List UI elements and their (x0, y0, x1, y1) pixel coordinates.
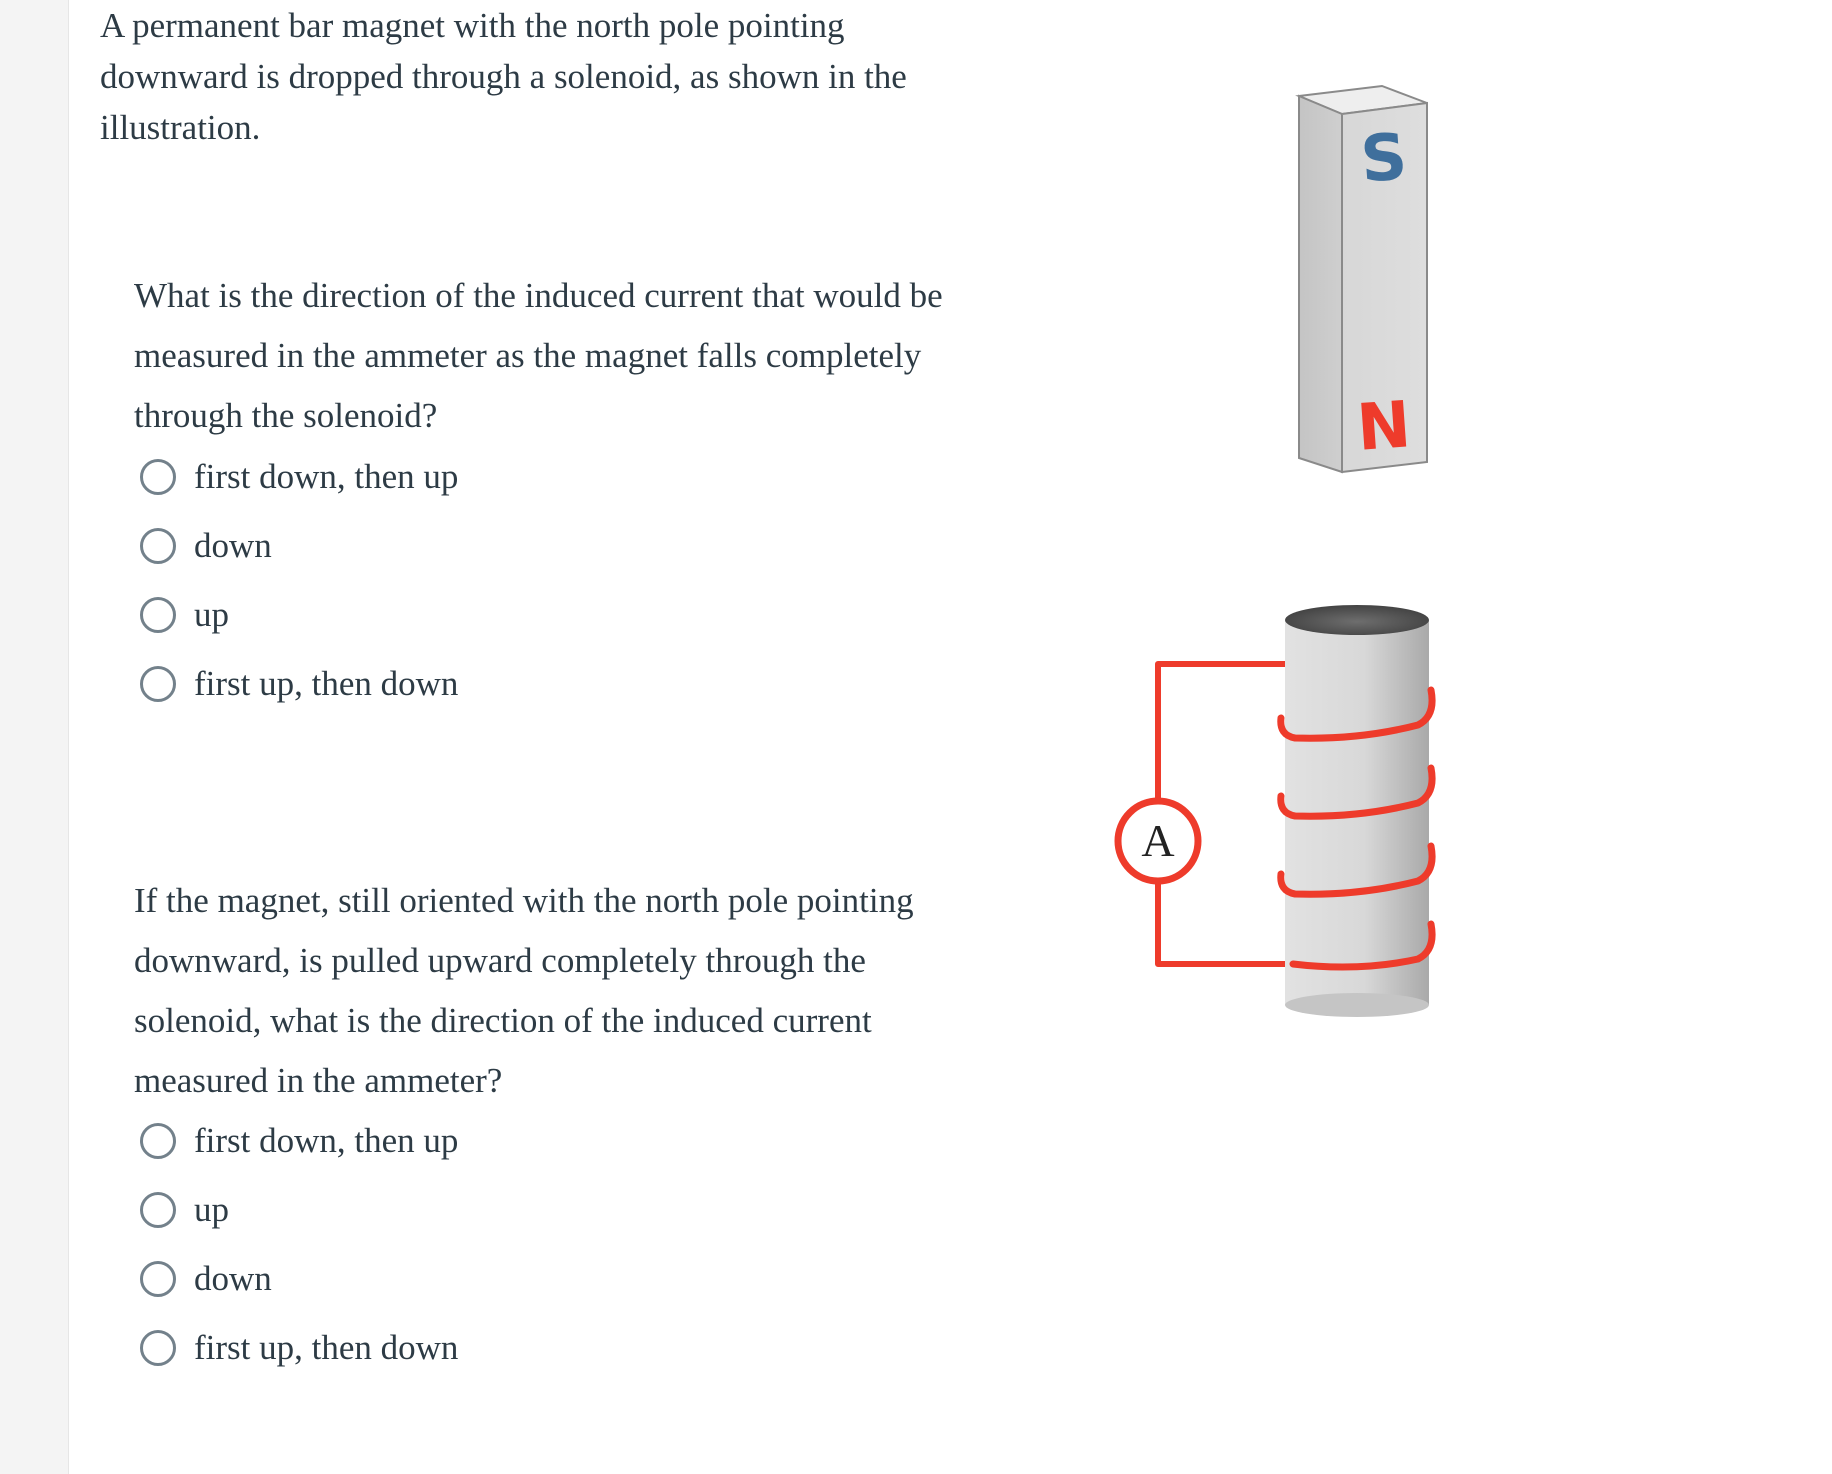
left-gutter (0, 0, 69, 1474)
option-label: first down, then up (194, 456, 459, 496)
ammeter-label: A (1141, 815, 1175, 866)
question-2-options (140, 1106, 458, 1382)
radio-button[interactable] (140, 597, 176, 633)
magnet-north-label: N (1354, 388, 1414, 466)
radio-button[interactable] (140, 1261, 176, 1297)
option-label: first up, then down (194, 663, 459, 703)
question-1-option-1[interactable] (140, 442, 458, 511)
option-label: first down, then up (194, 1120, 459, 1160)
question-1-prompt: What is the direction of the induced current that would be measured in the ammeter as the magnet falls completely through the solenoid? (134, 276, 943, 435)
radio-button[interactable] (140, 1123, 176, 1159)
radio-button[interactable] (140, 459, 176, 495)
question-1-option-3[interactable] (140, 580, 458, 649)
question-1-option-4[interactable] (140, 649, 458, 718)
magnet-south-label: S (1358, 120, 1410, 198)
option-label: down (194, 525, 272, 565)
question-2-option-2[interactable] (140, 1175, 458, 1244)
option-label: first up, then down (194, 1327, 459, 1367)
radio-button[interactable] (140, 528, 176, 564)
question-1-option-2[interactable] (140, 511, 458, 580)
radio-button[interactable] (140, 1192, 176, 1228)
magnet-solenoid-illustration (1090, 70, 1450, 1020)
option-label: down (194, 1258, 272, 1298)
question-1-options (140, 442, 458, 718)
intro-text: A permanent bar magnet with the north pole pointing downward is dropped through a solenoid, as shown in the illustration. (100, 6, 907, 147)
radio-button[interactable] (140, 666, 176, 702)
option-label: up (194, 594, 229, 634)
question-2-option-3[interactable] (140, 1244, 458, 1313)
radio-button[interactable] (140, 1330, 176, 1366)
option-label: up (194, 1189, 229, 1229)
question-2-option-4[interactable] (140, 1313, 458, 1382)
question-2-prompt: If the magnet, still oriented with the north pole pointing downward, is pulled upward completely through the solenoid, what is the direction of the induced current measured in the ammeter? (134, 881, 914, 1100)
question-2-option-1[interactable] (140, 1106, 458, 1175)
